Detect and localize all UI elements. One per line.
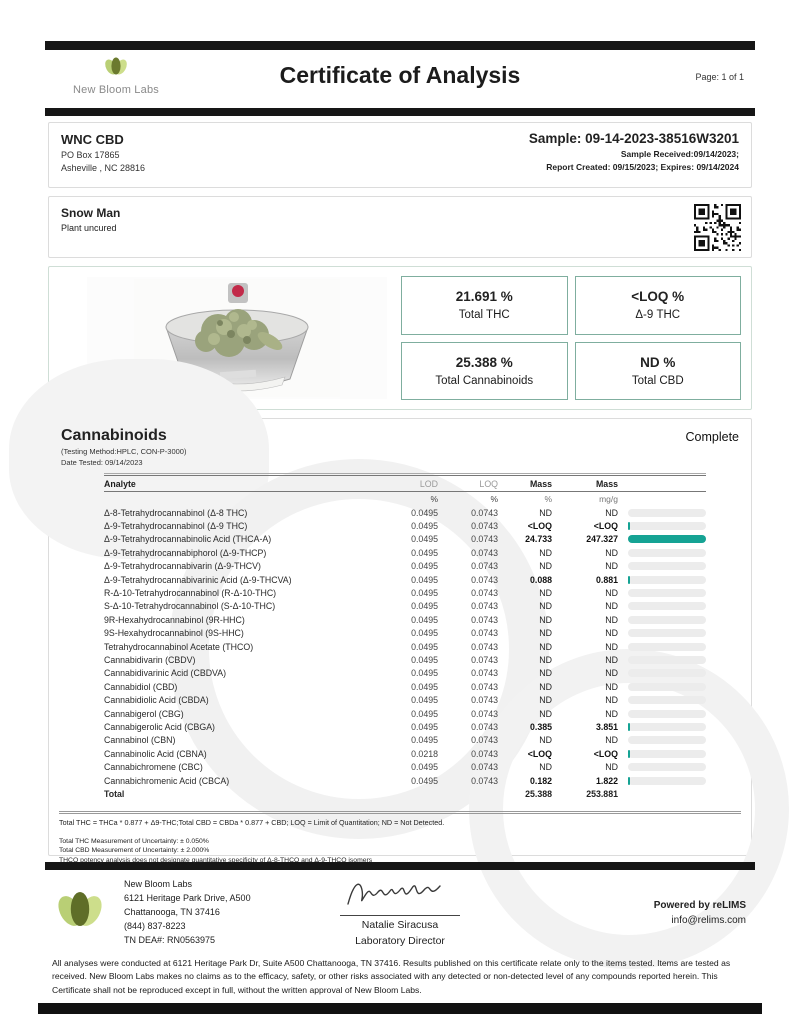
mass-bar-track <box>628 763 706 771</box>
note-thco-specificity: THCO potency analysis does not designate quantitative specificity of Δ-8-THCO and Δ-9-THCO isomers <box>59 857 373 865</box>
mass-bar-track <box>628 549 706 557</box>
lab-logo-text: New Bloom Labs <box>73 84 159 96</box>
mass-bar-track <box>628 643 706 651</box>
mass-bar-fill <box>628 723 630 731</box>
report-created-expires: Report Created: 09/15/2023; Expires: 09/14/2024 <box>546 162 739 172</box>
mass-bar-track <box>628 562 706 570</box>
mass-bar-track <box>628 736 706 744</box>
table-row: R-Δ-10-Tetrahydrocannabinol (R-Δ-10-THC) 0.0495 0.0743 ND ND <box>104 586 706 599</box>
client-info-box <box>48 122 752 188</box>
table-row: Tetrahydrocannabinol Acetate (THCO) 0.0495 0.0743 ND ND <box>104 640 706 653</box>
signature-block <box>48 876 752 949</box>
table-row: Cannabigerolic Acid (CBGA) 0.0495 0.0743 0.385 3.851 <box>104 720 706 733</box>
mass-bar-fill <box>628 777 630 785</box>
mass-bar-track <box>628 589 706 597</box>
mass-bar-track <box>628 522 706 530</box>
testing-method: (Testing Method:HPLC, CON-P-3000) <box>61 447 187 456</box>
powered-by-label: Powered by reLIMS <box>653 900 746 911</box>
d9-thc-value: <LOQ % <box>631 289 685 305</box>
lab-dea-number: TN DEA#: RN0563975 <box>124 934 216 945</box>
mass-bar-track <box>628 535 706 543</box>
table-row: Δ-9-Tetrahydrocannabinolic Acid (THCA-A) 0.0495 0.0743 24.733 247.327 <box>104 533 706 546</box>
legal-disclaimer: All analyses were conducted at 6121 Heritage Park Dr, Suite A500 Chattanooga, TN 37416. Results published on this certificate relate only to the items tested. Items are tested as received. New Bloom Labs makes no claims as to the efficacy, safety, or other risks associated with any detected or non-detected level of any compounds reported herein. This Certificate shall not be reproduced except in full, without the written approval of New Bloom Labs. <box>52 958 731 995</box>
thc-formula-note: Total THC = THCa * 0.877 + Δ9-THC;Total CBD = CBDa * 0.877 + CBD; LOQ = Limit of Quantitation; ND = Not Detected. <box>59 817 445 827</box>
sample-received-date: Sample Received:09/14/2023; <box>620 149 739 159</box>
table-row: Δ-9-Tetrahydrocannabiphorol (Δ-9-THCP) 0.0495 0.0743 ND ND <box>104 546 706 559</box>
powered-by-block <box>654 900 746 926</box>
table-row: Cannabichromenic Acid (CBCA) 0.0495 0.0743 0.182 1.822 <box>104 774 706 787</box>
lab-address1: 6121 Heritage Park Drive, A500 <box>124 892 251 903</box>
strain-info-box <box>48 196 752 258</box>
document-title: Certificate of Analysis <box>279 62 521 88</box>
col-mass-pct: Mass <box>529 478 552 489</box>
client-address-line1: PO Box 17865 <box>61 150 120 160</box>
top-divider-bar <box>45 41 755 50</box>
mass-bar-fill <box>628 522 630 530</box>
table-row: 9R-Hexahydrocannabinol (9R-HHC) 0.0495 0.0743 ND ND <box>104 613 706 626</box>
section-title: Cannabinoids <box>61 427 167 444</box>
table-row: Cannabinol (CBN) 0.0495 0.0743 ND ND <box>104 734 706 747</box>
col-lod: LOD <box>419 478 438 489</box>
table-units-row <box>104 492 706 506</box>
note-cbd-uncertainty: Total CBD Measurement of Uncertainty: ± 2.000% <box>59 847 210 855</box>
total-mass-pct: 25.388 <box>525 788 552 799</box>
header-divider-bar <box>45 108 755 116</box>
mass-bar-track <box>628 683 706 691</box>
header <box>48 52 752 106</box>
signature-line <box>340 915 460 916</box>
table-row: S-Δ-10-Tetrahydrocannabinol (S-Δ-10-THC) 0.0495 0.0743 ND ND <box>104 600 706 613</box>
sample-id: Sample: 09-14-2023-38516W3201 <box>528 131 739 146</box>
cannabinoids-table <box>104 473 706 801</box>
mass-bar-track <box>628 576 706 584</box>
summary-cards <box>401 276 741 400</box>
table-total-row <box>104 787 706 800</box>
total-mass-mgg: 253.881 <box>586 788 618 799</box>
mass-bar-track <box>628 602 706 610</box>
strain-name: Snow Man <box>61 206 121 220</box>
client-name: WNC CBD <box>61 132 124 147</box>
table-row: Cannabidivarin (CBDV) 0.0495 0.0743 ND ND <box>104 653 706 666</box>
unit-mass-pct: % <box>544 494 552 504</box>
mass-bar-track <box>628 696 706 704</box>
lab-phone: (844) 837-8223 <box>124 920 186 931</box>
qr-code-image <box>694 204 741 251</box>
footer <box>48 876 752 954</box>
total-cbd-value: ND % <box>640 354 676 370</box>
table-row: Cannabigerol (CBG) 0.0495 0.0743 ND ND <box>104 707 706 720</box>
table-row: Δ-9-Tetrahydrocannabivarinic Acid (Δ-9-THCVA) 0.0495 0.0743 0.088 0.881 <box>104 573 706 586</box>
total-cannabinoids-label: Total Cannabinoids <box>435 374 534 387</box>
sample-type: Plant uncured <box>61 223 117 233</box>
signature-image <box>340 897 460 914</box>
signer-role: Laboratory Director <box>355 935 445 947</box>
lab-address2: Chattanooga, TN 37416 <box>124 906 220 917</box>
client-address-line2: Asheville , NC 28816 <box>61 163 146 173</box>
table-row: Cannabinolic Acid (CBNA) 0.0218 0.0743 <LOQ <LOQ <box>104 747 706 760</box>
total-thc-value: 21.691 % <box>455 289 513 305</box>
unit-mass-mgg: mg/g <box>599 494 618 504</box>
col-analyte: Analyte <box>104 478 136 489</box>
section-status: Complete <box>685 430 739 444</box>
table-row: Δ-9-Tetrahydrocannabivarin (Δ-9-THCV) 0.0495 0.0743 ND ND <box>104 560 706 573</box>
table-header-row <box>104 476 706 492</box>
unit-loq: % <box>490 494 498 504</box>
table-row: Cannabidivarinic Acid (CBDVA) 0.0495 0.0743 ND ND <box>104 667 706 680</box>
page-number-label: Page: 1 of 1 <box>695 72 744 82</box>
sample-meta <box>529 131 739 172</box>
col-mass-mgg: Mass <box>595 478 618 489</box>
table-row: Cannabidiol (CBD) 0.0495 0.0743 ND ND <box>104 680 706 693</box>
mass-bar-track <box>628 629 706 637</box>
total-label: Total <box>104 788 125 799</box>
lab-name: New Bloom Labs <box>124 879 193 889</box>
unit-lod: % <box>430 494 438 504</box>
cannabinoid-rows <box>104 506 706 787</box>
relims-email: info@relims.com <box>671 915 746 926</box>
mass-bar-fill <box>628 750 630 758</box>
uncertainty-notes <box>59 837 741 867</box>
table-row: Δ-9-Tetrahydrocannabinol (Δ-9 THC) 0.0495 0.0743 <LOQ <LOQ <box>104 519 706 532</box>
table-row: Δ-8-Tetrahydrocannabinol (Δ-8 THC) 0.0495 0.0743 ND ND <box>104 506 706 519</box>
d9-thc-label: Δ-9 THC <box>635 309 681 322</box>
total-cannabinoids-value: 25.388 % <box>455 354 513 370</box>
mass-bar-track <box>628 710 706 718</box>
cannabinoids-section <box>48 418 752 865</box>
table-row: Cannabidiolic Acid (CBDA) 0.0495 0.0743 ND ND <box>104 693 706 706</box>
note-thc-uncertainty: Total THC Measurement of Uncertainty: ± 0.050% <box>59 837 209 845</box>
mass-bar-track <box>628 669 706 677</box>
mass-bar-track <box>628 750 706 758</box>
mass-bar-track <box>628 616 706 624</box>
cannabinoids-inner <box>49 419 751 467</box>
bottom-bar <box>38 1003 762 1014</box>
mass-bar-fill <box>628 576 630 584</box>
summary-card-total-cbd <box>575 342 742 401</box>
col-loq: LOQ <box>479 478 498 489</box>
date-tested: Date Tested: 09/14/2023 <box>61 458 143 467</box>
total-cbd-label: Total CBD <box>631 374 684 387</box>
summary-card-total-thc <box>401 276 568 335</box>
mass-bar-track <box>628 723 706 731</box>
footnote-rule <box>59 811 741 814</box>
summary-card-total-cannabinoids <box>401 342 568 401</box>
table-row: Cannabichromene (CBC) 0.0495 0.0743 ND ND <box>104 760 706 773</box>
mass-bar-fill <box>628 535 706 543</box>
mass-bar-track <box>628 656 706 664</box>
table-row: 9S-Hexahydrocannabinol (9S-HHC) 0.0495 0.0743 ND ND <box>104 627 706 640</box>
signer-name: Natalie Siracusa <box>361 919 439 931</box>
mass-bar-track <box>628 777 706 785</box>
summary-card-d9-thc <box>575 276 742 335</box>
mass-bar-track <box>628 509 706 517</box>
total-thc-label: Total THC <box>458 309 510 322</box>
